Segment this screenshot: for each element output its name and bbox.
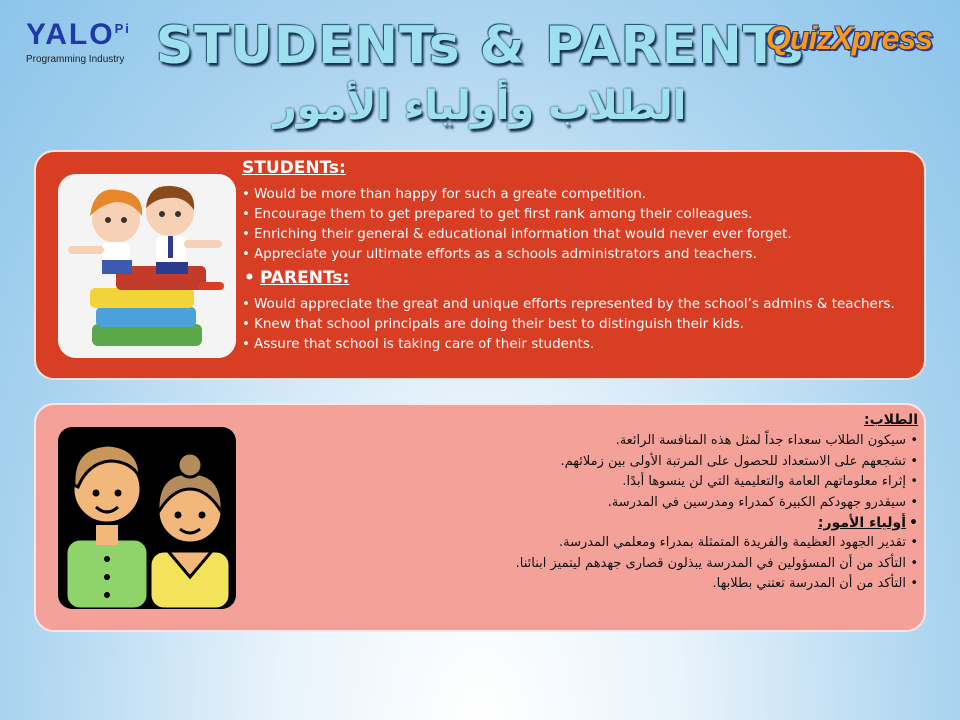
english-text-block: [242, 156, 914, 354]
arabic-panel: [34, 403, 926, 632]
quizxpress-logo: QuizXpress: [766, 20, 933, 56]
english-panel: [34, 150, 926, 380]
list-item: • تشجعهم على الاستعداد للحصول على المرتبة الأولى بين زملائهم.: [258, 452, 918, 473]
students-list-en: [242, 184, 914, 264]
yalo-logo-text: YALO: [26, 18, 115, 51]
list-item: • Encourage them to get prepared to get first rank among their colleagues.: [242, 204, 914, 224]
yalo-logo-suffix: Pi: [114, 21, 131, 36]
parents-list-ar: [258, 533, 918, 595]
kids-on-books-illustration: [58, 174, 236, 358]
parents-heading-en: • PARENTs:: [242, 266, 914, 290]
page-title-en: STUDENTs & PARENTs: [155, 16, 805, 76]
list-item: • Would appreciate the great and unique efforts represented by the school’s admins & teachers.: [242, 294, 914, 314]
list-item: • سيقدرو جهودكم الكبيرة كمدراء ومدرسين في المدرسة.: [258, 493, 918, 514]
students-list-ar: [258, 431, 918, 513]
list-item: • إثراء معلوماتهم العامة والتعليمية التي لن ينسوها أبدًا.: [258, 472, 918, 493]
yalo-tagline: Programming Industry: [26, 54, 125, 65]
parents-icon: [58, 427, 236, 609]
parents-list-en: [242, 294, 914, 354]
parents-heading-ar: • أولياء الأمور:: [258, 513, 918, 533]
list-item: • تقدير الجهود العظيمة والفريدة المتمثلة بمدراء ومعلمي المدرسة.: [258, 533, 918, 554]
list-item: • سيكون الطلاب سعداء جداً لمثل هذه المنافسة الرائعة.: [258, 431, 918, 452]
list-item: • Knew that school principals are doing their best to distinguish their kids.: [242, 314, 914, 334]
list-item: • Assure that school is taking care of their students.: [242, 334, 914, 354]
list-item: • التأكد من أن المسؤولين في المدرسة يبذلون قصارى جهدهم ليتميز ابنائنا.: [258, 554, 918, 575]
students-heading-ar: الطلاب:: [864, 412, 918, 428]
list-item: • Enriching their general & educational information that would never ever forget.: [242, 224, 914, 244]
list-item: • Appreciate your ultimate efforts as a schools administrators and teachers.: [242, 244, 914, 264]
page-title-ar: الطلاب وأولياء الأمور: [273, 83, 687, 129]
list-item: • Would be more than happy for such a greate competition.: [242, 184, 914, 204]
arabic-text-block: [258, 409, 918, 595]
students-heading-en: STUDENTs:: [242, 158, 346, 178]
list-item: • التأكد من أن المدرسة تعتني بطلابها.: [258, 574, 918, 595]
